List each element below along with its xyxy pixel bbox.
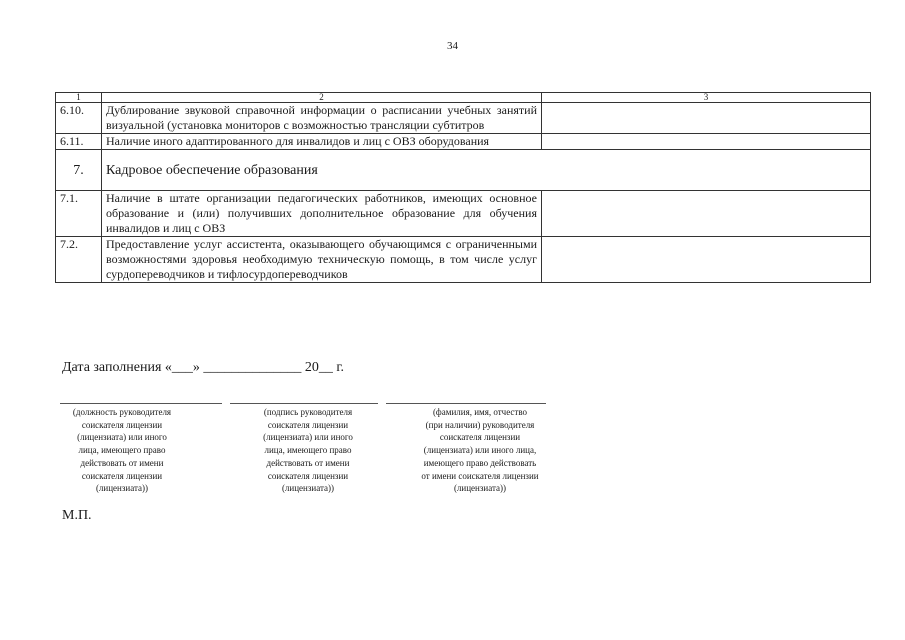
signature-caption-name: (фамилия, имя, отчество (при наличии) руководителя соискателя лицензии (лицензиата) или иного лица, имеющего право действовать от имени соискателя лицензии (лицензиата)) [421, 407, 539, 494]
row-description: Дублирование звуковой справочной информации о расписании учебных занятий визуальной (установка мониторов с возможностью трансляции субтитров [102, 103, 542, 134]
row-number: 6.11. [56, 134, 102, 150]
stamp-label: М.П. [62, 508, 92, 523]
info-table [55, 92, 871, 283]
table-row [56, 237, 871, 283]
signature-line-name[interactable] [386, 403, 546, 404]
row-value-cell[interactable] [542, 237, 871, 283]
fill-date-line: Дата заполнения «___» ______________ 20__ г. [62, 360, 345, 375]
row-number: 7.2. [56, 237, 102, 283]
column-number-3: 3 [542, 93, 871, 103]
signature-line-signature[interactable] [230, 403, 378, 404]
column-number-1: 1 [56, 93, 102, 103]
table-header-row [56, 93, 871, 103]
row-value-cell[interactable] [542, 191, 871, 237]
row-description: Предоставление услуг ассистента, оказывающего обучающимся с ограниченными возможностями здоровья необходимую техническую помощь, в том числе услуг сурдопереводчиков и тифлосурдопереводчиков [102, 237, 542, 283]
row-value-cell[interactable] [542, 103, 871, 134]
table-row [56, 191, 871, 237]
signature-line-position[interactable] [60, 403, 222, 404]
row-description: Наличие в штате организации педагогических работников, имеющих основное образование и (или) получивших дополнительное образование для обучения инвалидов и лиц с ОВЗ [102, 191, 542, 237]
column-number-2: 2 [102, 93, 542, 103]
signature-caption-position: (должность руководителя соискателя лицензии (лицензиата) или иного лица, имеющего право действовать от имени соискателя лицензии (лицензиата)) [72, 407, 172, 494]
row-number: 7.1. [56, 191, 102, 237]
row-number: 6.10. [56, 103, 102, 134]
section-row [56, 150, 871, 191]
section-number: 7. [56, 150, 102, 191]
row-value-cell[interactable] [542, 134, 871, 150]
signature-caption-signature: (подпись руководителя соискателя лицензии (лицензиата) или иного лица, имеющего право действовать от имени соискателя лицензии (лицензиата)) [263, 407, 353, 494]
section-title: Кадровое обеспечение образования [102, 150, 871, 191]
row-description: Наличие иного адаптированного для инвалидов и лиц с ОВЗ оборудования [102, 134, 542, 150]
page-number: 34 [447, 40, 458, 52]
table-row [56, 103, 871, 134]
table-row [56, 134, 871, 150]
